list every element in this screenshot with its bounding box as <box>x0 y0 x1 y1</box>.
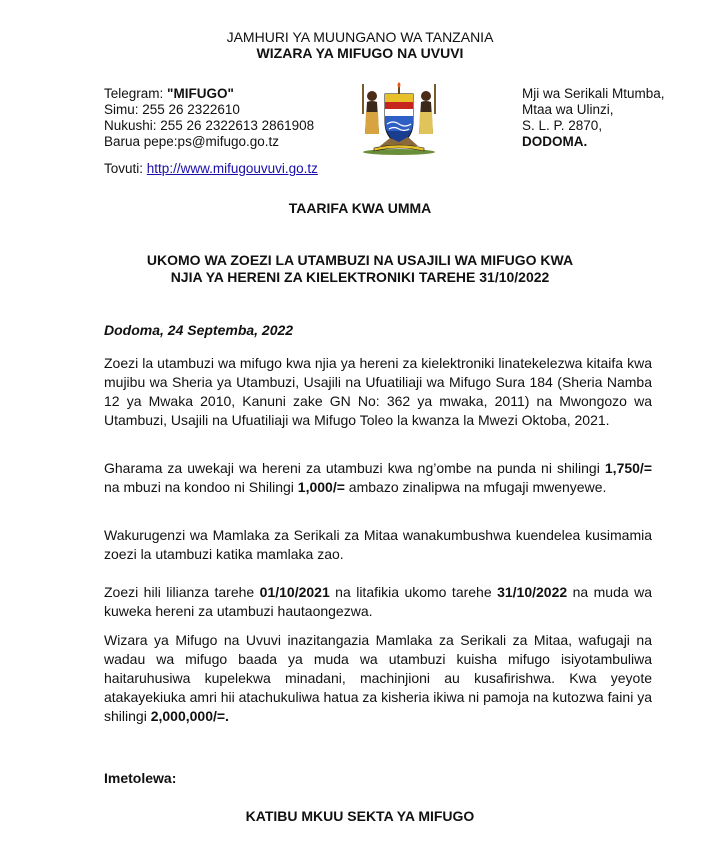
paragraph-3-text: Wakurugenzi wa Mamlaka za Serikali za Mitaa wanakumbushwa kuendelea kusimamia zoezi la utambuzi katika mamlaka zao. <box>104 527 652 562</box>
cattle-fee: 1,750/= <box>604 460 652 476</box>
contact-right <box>522 86 665 150</box>
address-line-3: S. L. P. 2870, <box>522 118 603 133</box>
address-line-1: Mji wa Serikali Mtumba, <box>522 86 665 101</box>
goat-fee: 1,000/= <box>297 479 345 495</box>
p4-part-e: na muda wa kuweka hereni za utambuzi hautaongezwa. <box>104 584 652 619</box>
fine-amount: 2,000,000/=. <box>150 708 229 724</box>
republic-title: JAMHURI YA MUUNGANO WA TANZANIA <box>226 29 494 45</box>
paragraph-1 <box>104 354 652 430</box>
end-date: 31/10/2022 <box>497 584 568 600</box>
p4-part-a: Zoezi hili lilianza tarehe <box>104 584 260 600</box>
paragraph-2-text <box>104 459 652 497</box>
signatory: KATIBU MKUU SEKTA YA MIFUGO <box>245 808 475 824</box>
start-date: 01/10/2021 <box>259 584 330 600</box>
notice-title: TAARIFA KWA UMMA <box>288 200 432 216</box>
telegram-line <box>104 86 314 102</box>
paragraph-3 <box>104 526 652 564</box>
dateline: Dodoma, 24 Septemba, 2022 <box>104 322 294 338</box>
subject-line-1: UKOMO WA ZOEZI LA UTAMBUZI NA USAJILI WA MIFUGO KWA <box>146 252 574 268</box>
ministry-title: WIZARA YA MIFUGO NA UVUVI <box>256 45 464 61</box>
paragraph-2 <box>104 459 652 497</box>
paragraph-4-text <box>104 583 652 621</box>
subject-line-2: NJIA YA HERENI ZA KIELEKTRONIKI TAREHE 31/10/2022 <box>170 269 550 285</box>
coat-of-arms-icon <box>356 82 442 156</box>
contact-left <box>104 86 314 150</box>
p2-part-e: ambazo zinalipwa na mfugaji mwenyewe. <box>344 479 607 495</box>
tovuti-line <box>104 161 318 177</box>
p4-part-c: na litafikia ukomo tarehe <box>329 584 498 600</box>
p2-part-a: Gharama za uwekaji wa hereni za utambuzi kwa ng’ombe na punda ni shilingi <box>104 460 605 476</box>
telegram-label: Telegram: <box>104 86 164 101</box>
telegram-value: "MIFUGO" <box>167 86 234 101</box>
address-line-2: Mtaa wa Ulinzi, <box>522 102 614 117</box>
issued-by-label: Imetolewa: <box>104 770 177 786</box>
nukushi-line: Nukushi: 255 26 2322613 2861908 <box>104 118 315 133</box>
simu-line: Simu: 255 26 2322610 <box>104 102 240 117</box>
p2-part-c: na mbuzi na kondoo ni Shilingi <box>104 479 298 495</box>
website-link[interactable]: http://www.mifugouvuvi.go.tz <box>146 161 318 176</box>
paragraph-1-text: Zoezi la utambuzi wa mifugo kwa njia ya hereni za kielektroniki linatekelezwa kitaifa kwa mujibu wa Sheria ya Utambuzi, Usajili na Ufuatiliaji wa Mifugo Sura 184 (Sheria Namba 12 ya Mwaka 2010, Kanuni zake GN No: 362 ya mwaka, 2011) na Mwongozo wa Utambuzi, Usajili na Ufuatiliaji wa Mifugo Toleo la kwanza la Mwezi Oktoba, 2021. <box>104 355 652 428</box>
paragraph-5 <box>104 631 652 726</box>
paragraph-5-text <box>104 631 652 726</box>
p5-part-a: Wizara ya Mifugo na Uvuvi inazitangazia Mamlaka za Serikali za Mitaa, wafugaji na wadau wa mifugo baada ya muda wa utambuzi kuisha mifugo isiyotambuliwa haitaruhusiwa kupelekwa minadani, machinjioni au kusafirishwa. Kwa yeyote atakayekiuka amri hii atachukuliwa hatua za kisheria ikiwa ni pamoja na kutozwa faini ya shilingi <box>104 632 652 724</box>
address-city: DODOMA. <box>522 134 588 149</box>
tovuti-label: Tovuti: <box>104 161 144 176</box>
barua-line: Barua pepe:ps@mifugo.go.tz <box>104 134 280 149</box>
paragraph-4 <box>104 583 652 621</box>
